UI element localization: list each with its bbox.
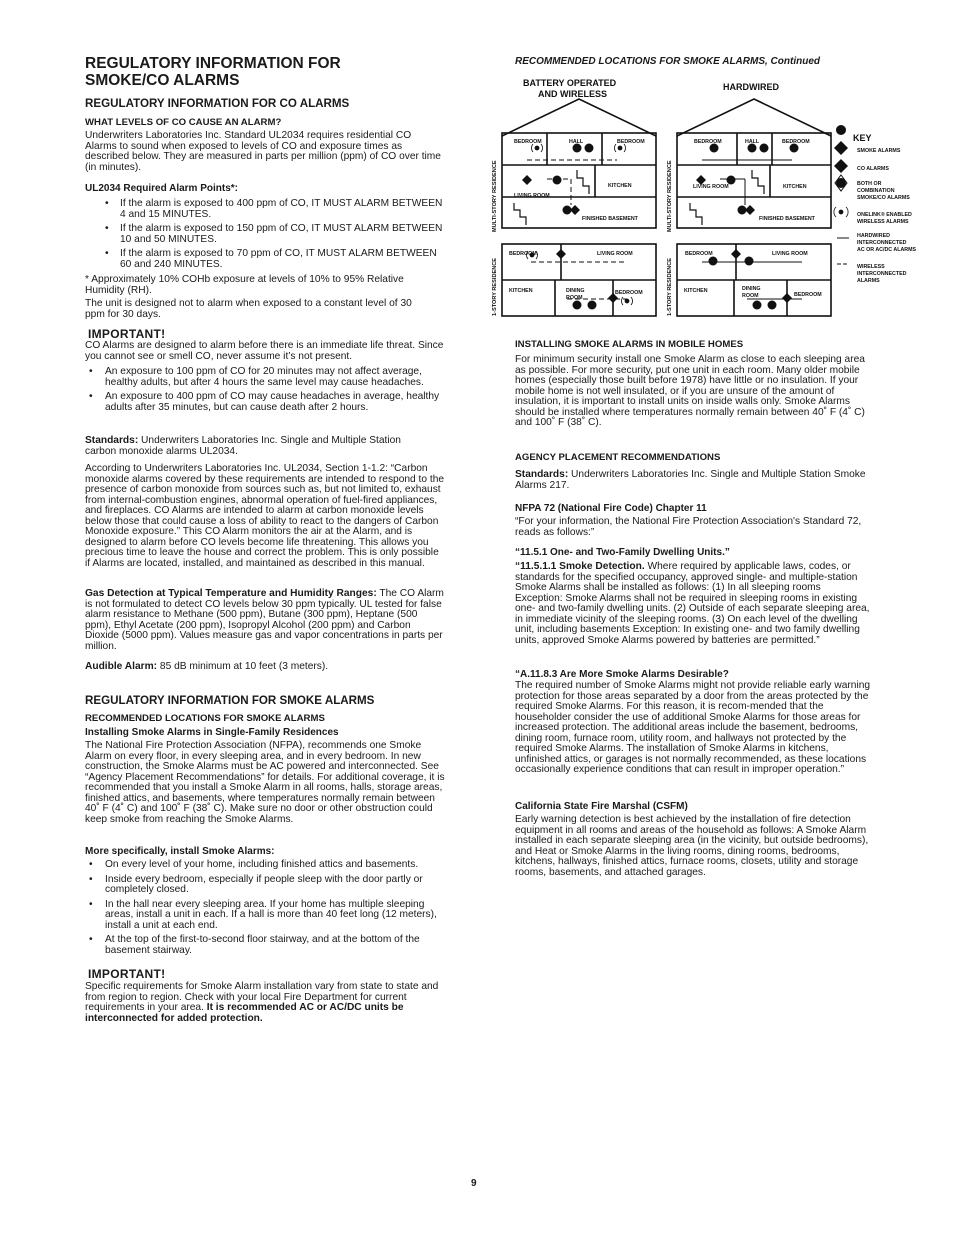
room-label: DINING [742,286,761,292]
room-label: BEDROOM [617,139,645,145]
mobile-homes-paragraph: For minimum security install one Smoke Alarm as close to each sleeping area as possible. For more security, put one unit in each room. Many older mobile homes (especially those built before 1978) have little or no insulation. If your mobile home is not well insulated, or if you are unsure of the amount of insulation, it is important to install units on inside walls only. Smoke Alarms should be installed where temperatures normally remain between 40˚ F (4˚ C) and 100˚ F (38˚ C). [515,354,865,428]
section-11-5-1-1-text: Where required by applicable laws, codes, or standards for the specified occupancy, approved single- and multiple-station Smoke Alarms shall be installed as follows: (1) In all sleeping rooms Exception: Smoke Alarms shall not be required in sleeping rooms in existing one- and two-family dwelling units. (2) Outside of each separate sleeping area, in immediate vicinity of the sleeping rooms. (3) On each level of the dwelling unit, including basements Exception: In existing one- and two family dwelling units, approved Smoke Alarms powered by batteries are permitted.” [515,561,870,646]
single-family-heading: Installing Smoke Alarms in Single-Family Residences [85,727,339,738]
room-label: HALL [745,139,760,145]
room-label: LIVING ROOM [597,251,633,257]
audible-alarm-paragraph [85,662,445,673]
side-label: 1-STORY RESIDENCE [667,257,673,316]
room-label: KITCHEN [684,288,708,294]
battery-label-2: AND WIRELESS [538,89,608,99]
key-label: COMBINATION [857,188,895,194]
gas-detection-paragraph [85,589,445,652]
key-label: SMOKE ALARMS [857,148,901,154]
title-line-2: SMOKE/CO ALARMS [85,72,240,89]
key-label: ALARMS [857,278,880,284]
title-line-1: REGULATORY INFORMATION FOR [85,55,341,72]
smoke-alarms-heading: REGULATORY INFORMATION FOR SMOKE ALARMS [85,694,375,707]
list-item: • On every level of your home, including finished attics and basements. [85,860,445,871]
key-label: INTERCONNECTED [857,271,907,277]
room-label: BEDROOM [685,251,713,257]
hardwired-label: HARDWIRED [723,82,779,92]
list-item: • In the hall near every sleeping area. If your home has multiple sleeping areas, install a unit in each. If a hall is more than 40 feet long (12 meters), install a unit at each end. [85,900,445,932]
key-title: KEY [853,133,872,143]
room-label: BEDROOM [794,292,822,298]
room-label: HALL [569,139,584,145]
key-label: INTERCONNECTED [857,240,907,246]
co-alarms-heading: REGULATORY INFORMATION FOR CO ALARMS [85,97,350,110]
page-number: 9 [471,1178,477,1189]
room-label: ROOM [566,295,583,301]
mobile-homes-heading: INSTALLING SMOKE ALARMS IN MOBILE HOMES [515,339,744,350]
important-bullets-1 [85,367,445,417]
co-standards-paragraph [85,436,430,457]
ul-points-heading: UL2034 Required Alarm Points*: [85,183,239,194]
list-item: • An exposure to 100 ppm of CO for 20 minutes may not affect average, healthy adults, but after 4 hours the same level may cause headaches. [85,367,445,388]
house-roof [677,99,831,136]
not-alarm-paragraph: The unit is designed not to alarm when exposed to a constant level of 30 ppm for 30 days. [85,298,412,320]
standards-label: Standards: [515,469,569,480]
section-11-5-1-heading: “11.5.1 One- and Two-Family Dwelling Units.” [515,547,730,558]
standards-text: Underwriters Laboratories Inc. Single and Multiple Station Smoke Alarms 217. [515,469,866,491]
gas-detection-label: Gas Detection at Typical Temperature and Humidity Ranges: [85,588,377,599]
room-label: DINING [566,288,585,294]
side-label: MULTI-STORY RESIDENCE [492,160,498,232]
a-11-8-3-heading: “A.11.8.3 Are More Smoke Alarms Desirable? [515,669,729,680]
room-label: KITCHEN [509,288,533,294]
important-text-2-bold: It is recommended AC or AC/DC units be interconnected for added protection. [85,1002,404,1024]
key-label: WIRELESS ALARMS [857,219,909,225]
footnote: * Approximately 10% COHb exposure at levels of 10% to 95% Relative Humidity (RH). [85,274,404,296]
section-11-5-1-1-paragraph [515,562,871,646]
nfpa72-heading: NFPA 72 (National Fire Code) Chapter 11 [515,503,707,514]
room-label: LIVING ROOM [772,251,808,257]
room-label: BEDROOM [694,139,722,145]
key-label: ONELINK® ENABLED [857,212,912,218]
key-label: WIRELESS [857,264,885,270]
list-item: • Inside every bedroom, especially if people sleep with the door partly or completely closed. [85,875,445,896]
important-label-1: IMPORTANT! [88,327,166,341]
side-label: MULTI-STORY RESIDENCE [667,160,673,232]
key-label: SMOKE/CO ALARMS [857,195,910,201]
wireless-icon [526,144,848,305]
key-label: AC OR AC/DC ALARMS [857,247,917,253]
agency-standards-paragraph [515,470,871,491]
key-label: CO ALARMS [857,166,889,172]
continued-heading: RECOMMENDED LOCATIONS FOR SMOKE ALARMS, Continued [515,56,820,67]
csfm-heading: California State Fire Marshal (CSFM) [515,801,688,812]
recommended-locations-heading: RECOMMENDED LOCATIONS FOR SMOKE ALARMS [85,713,325,724]
list-item: • An exposure to 400 ppm of CO may cause headaches in average, healthy adults after 35 minutes, but can cause death after 2 hours. [85,392,445,413]
smoke-alarm-markers [553,144,799,310]
list-item: • At the top of the first-to-second floor stairway, and at the bottom of the basement stairway. [85,935,445,956]
room-label: BEDROOM [514,139,542,145]
room-label: KITCHEN [783,184,807,190]
audible-alarm-text: 85 dB minimum at 10 feet (3 meters). [157,661,329,672]
important-label-2: IMPORTANT! [88,967,166,981]
nfpa72-paragraph: “For your information, the National Fire Protection Association's Standard 72, reads as follows:” [515,516,862,538]
csfm-paragraph: Early warning detection is best achieved by the installation of fire detection equipment in all rooms and areas of the household as follows: A Smoke Alarm installed in each separate sleeping area (in the vicinity, but outside bedrooms), and Heat or Smoke Alarms in the living rooms, dining rooms, bedrooms, kitchens, hallways, finished attics, furnace rooms, closets, utility and storage rooms, basements, and attached garages. [515,814,869,878]
install-bullets [85,860,445,960]
room-label: LIVING ROOM [693,184,729,190]
list-item: • If the alarm is exposed to 400 ppm of CO, IT MUST ALARM BETWEEN 4 and 15 MINUTES. [85,199,445,220]
section-11-5-1-1-label: “11.5.1.1 Smoke Detection. [515,561,645,572]
list-item: • If the alarm is exposed to 70 ppm of CO, IT MUST ALARM BETWEEN 60 and 240 MINUTES. [85,249,445,270]
standards-text: Underwriters Laboratories Inc. Single and Multiple Station carbon monoxide alarms UL2034. [85,435,401,457]
important-text-1: CO Alarms are designed to alarm before there is an immediate life threat. Since you cannot see or smell CO, never assume it’s not present. [85,340,444,362]
key-label: HARDWIRED [857,233,890,239]
room-label: ROOM [742,293,759,299]
standards-label: Standards: [85,435,139,446]
important-text-2 [85,982,445,1024]
room-label: BEDROOM [782,139,810,145]
house-roof [502,99,656,136]
room-label: BEDROOM [509,251,537,257]
ul-points-list [85,199,445,274]
co-intro-paragraph: Underwriters Laboratories Inc. Standard UL2034 requires residential CO Alarms to sound when exposed to levels of CO and exposure times as described below. They are measured in parts per million (ppm) of CO over time (in minutes). [85,130,441,173]
list-item: • If the alarm is exposed to 150 ppm of CO, IT MUST ALARM BETWEEN 10 and 50 MINUTES. [85,224,445,245]
side-label: 1-STORY RESIDENCE [492,257,498,316]
room-label: LIVING ROOM [514,193,550,199]
important-text-2-plain: Specific requirements for Smoke Alarm installation vary from state to state and from region to region. Check with your local Fire Department for current requirements in your area. [85,981,439,1013]
nfpa-paragraph: The National Fire Protection Association (NFPA), recommends one Smoke Alarm on every floor, in every sleeping area, and in every bedroom. In new construction, the Smoke Alarms must be AC powered and interconnected. See “Agency Placement Recommendations” for details. For additional coverage, it is recommended that you install a Smoke Alarm in all rooms, halls, storage areas, finished attics, and basements, where temperatures normally remain between 40˚ F (4˚ C) and 100˚ F (38˚ C). Make sure no door or other obstruction could keep smoke from reaching the Smoke Alarms. [85,740,445,825]
room-label: KITCHEN [608,183,632,189]
audible-alarm-label: Audible Alarm: [85,661,158,672]
a-11-8-3-paragraph: The required number of Smoke Alarms might not provide reliable early warning protection for those areas separated by a door from the areas protected by the required Smoke Alarms. For this reason, it is recom-mended that the householder consider the use of additional Smoke Alarms for those areas for increased protection. The additional areas include the basement, bedrooms, dining room, furnace room, utility room, and hallways not protected by the required Smoke Alarms. The installation of Smoke Alarms in kitchens, unfinished attics, or garages is not normally recommended, as these locations occasionally experience conditions that can result in improper operation.” [515,680,871,775]
more-specifically-heading: More specifically, install Smoke Alarms: [85,846,275,857]
agency-heading: AGENCY PLACEMENT RECOMMENDATIONS [515,452,721,463]
co-levels-subheading: WHAT LEVELS OF CO CAUSE AN ALARM? [85,117,282,128]
battery-label-1: BATTERY OPERATED [523,78,617,88]
gas-detection-text: The CO Alarm is not formulated to detect CO levels below 30 ppm typically. UL tested for false alarm resistance to Methane (500 ppm), Butane (300 ppm), Heptane (500 ppm), Ethyl Acetate (200 ppm), Isopropyl Alcohol (200 ppm) and Carbon Dioxide (5000 ppm). Values measure gas and vapor concentrations in parts per million. [85,588,444,652]
key-label: BOTH OR [857,181,882,187]
smoke-alarm-locations-diagram [487,75,932,320]
ul-section-paragraph: According to Underwriters Laboratories Inc. UL2034, Section 1-1.2: “Carbon monoxide alarms covered by these requirements are intended to respond to the presence of carbon monoxide from sources such as, but not limited to, exhaust from internal-combustion engines, abnormal operation of fuel-fired appliances, and fireplaces. CO Alarms are intended to alarm at carbon monoxide levels below those that could cause a loss of ability to react to the dangers of Carbon Monoxide exposure.” This CO Alarm monitors the air at the Alarm, and is designed to alarm before CO levels become life threatening. This allows you precious time to leave the house and correct the problem. This is only possible if Alarms are located, installed, and maintained as described in this manual. [85,463,445,569]
room-label: BEDROOM [615,290,643,296]
room-label: FINISHED BASEMENT [759,216,815,222]
page-title [85,55,341,89]
room-label: FINISHED BASEMENT [582,216,638,222]
